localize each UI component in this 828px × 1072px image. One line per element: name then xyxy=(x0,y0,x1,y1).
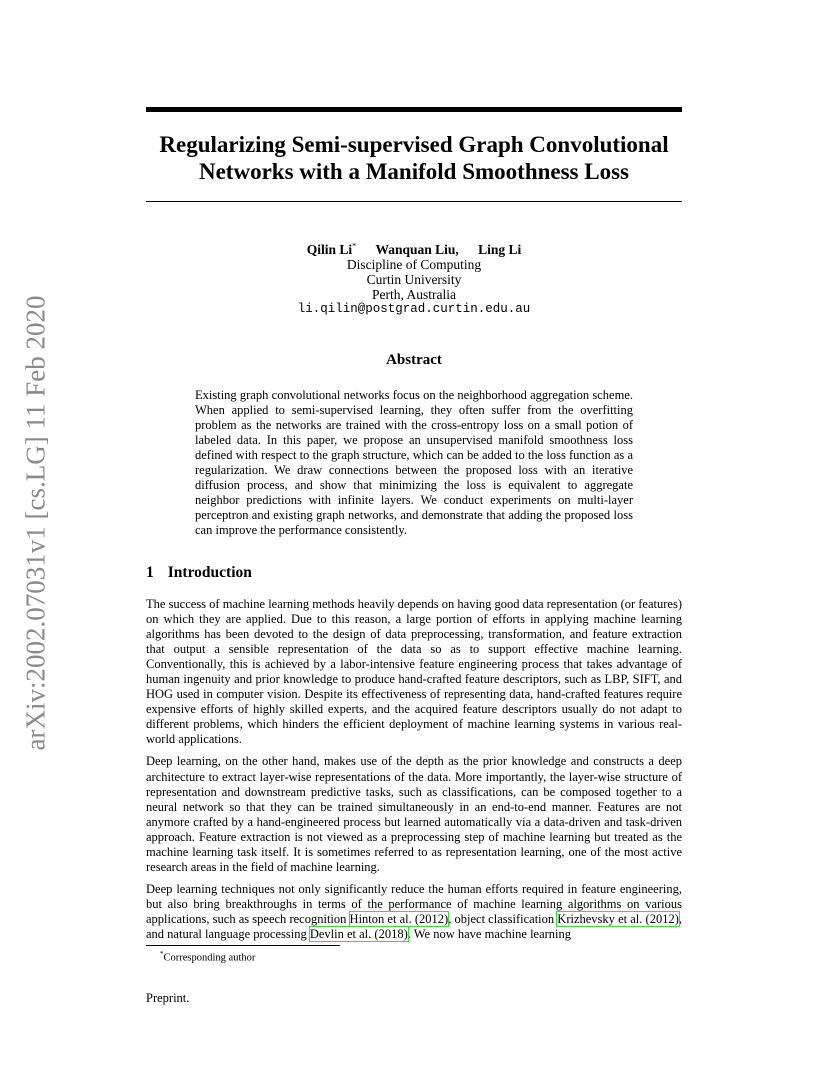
footnote-mark: * xyxy=(160,950,164,958)
paragraph-3-part-d: . We now have machine learning xyxy=(407,926,572,941)
citation-hinton-2012[interactable]: Hinton et al. (2012) xyxy=(349,911,449,926)
paragraph-3-part-a: Deep learning techniques not only significantly reduce the human efforts required in feature engineering, but also bring breakthroughs in terms of the performance of machine learning algorithms on various applications, such as speech recognition xyxy=(146,881,682,926)
author-1-name: Qilin Li xyxy=(306,241,353,257)
paragraph-3-part-b: , object classification xyxy=(448,911,558,926)
affiliation-location: Perth, Australia xyxy=(372,286,456,302)
author-email[interactable]: li.qilin@postgrad.curtin.edu.au xyxy=(297,301,531,316)
preprint-label: Preprint. xyxy=(146,991,190,1005)
section-title: Introduction xyxy=(167,564,252,581)
affiliation-department: Discipline of Computing xyxy=(346,256,482,272)
paragraph-1: The success of machine learning methods heavily depends on having good data representation (or features) on which they are applied. Due to this reason, a large portion of efforts in applying machine learning algorithms has been devoted to the design of data preprocessing, transformation, and feature extraction that output a sensible representation of the data so as to support effective machine learning. Conventionally, this is achieved by a labor-intensive feature engineering process that takes advantage of human ingenuity and prior knowledge to produce hand-crafted feature descriptors, such as LBP, SIFT, and HOG used in computer vision. Despite its effectiveness of representing data, hand-crafted features require expensive efforts of highly skilled experts, and the acquired feature descriptors usually do not adapt to different problems, which hinders the efficient deployment of machine learning systems in various real-world applications. xyxy=(146,597,682,747)
abstract-text: Existing graph convolutional networks focus on the neighborhood aggregation scheme. When applied to semi-supervised learning, they often suffer from the overfitting problem as the networks are trained with the cross-entropy loss on a small potion of labeled data. In this paper, we propose an unsupervised manifold smoothness loss defined with respect to the graph structure, which can be added to the loss function as a regularization. We draw connections between the proposed loss with an iterative diffusion process, and show that minimizing the loss is equivalent to aggregate neighbor predictions with infinite layers. We conduct experiments on multi-layer perceptron and existing graph networks, and demonstrate that adding the proposed loss can improve the performance consistently. xyxy=(195,388,633,537)
title-line-1: Regularizing Semi-supervised Graph Convolutional xyxy=(159,132,669,157)
title-rule-bottom xyxy=(146,201,682,202)
section-heading xyxy=(146,564,252,582)
paragraph-3 xyxy=(146,882,682,942)
affiliation-university: Curtin University xyxy=(366,271,462,287)
author-footnote-mark: * xyxy=(352,241,357,250)
footnote-rule xyxy=(146,945,340,946)
title-line-2: Networks with a Manifold Smoothness Loss xyxy=(198,159,629,184)
author-3: Ling Li xyxy=(478,241,522,257)
abstract-heading: Abstract xyxy=(386,352,442,368)
paper-title xyxy=(140,131,688,185)
citation-devlin-2018[interactable]: Devlin et al. (2018) xyxy=(309,926,408,941)
author-names xyxy=(200,238,628,257)
paragraph-3-part-c: , and natural language processing xyxy=(146,911,682,941)
title-rule-top xyxy=(146,107,682,112)
paragraph-2: Deep learning, on the other hand, makes use of the depth as the prior knowledge and constructs a deep architecture to extract layer-wise representations of the data. More importantly, the layer-wise structure of representation and downstream predictive tasks, such as classifications, can be composed together to a neural network so that they can be trained simultaneously in an end-to-end manner. Features are not anymore crafted by a hand-engineered process but learned automatically via a data-driven and task-driven approach. Feature extraction is not viewed as a preprocessing step of machine learning but treated as the machine learning task itself. It is sometimes referred to as representation learning, one of the most active research areas in the field of machine learning. xyxy=(146,754,682,874)
author-block xyxy=(200,238,628,317)
author-1 xyxy=(307,242,356,257)
footnote xyxy=(160,950,255,964)
body-text xyxy=(146,597,682,949)
author-2: Wanquan Liu, xyxy=(375,241,459,257)
section-number: 1 xyxy=(146,564,154,581)
arxiv-identifier: arXiv:2002.07031v1 [cs.LG] 11 Feb 2020 xyxy=(20,295,51,751)
citation-krizhevsky-2012[interactable]: Krizhevsky et al. (2012) xyxy=(557,911,679,926)
footnote-text: Corresponding author xyxy=(163,952,256,964)
